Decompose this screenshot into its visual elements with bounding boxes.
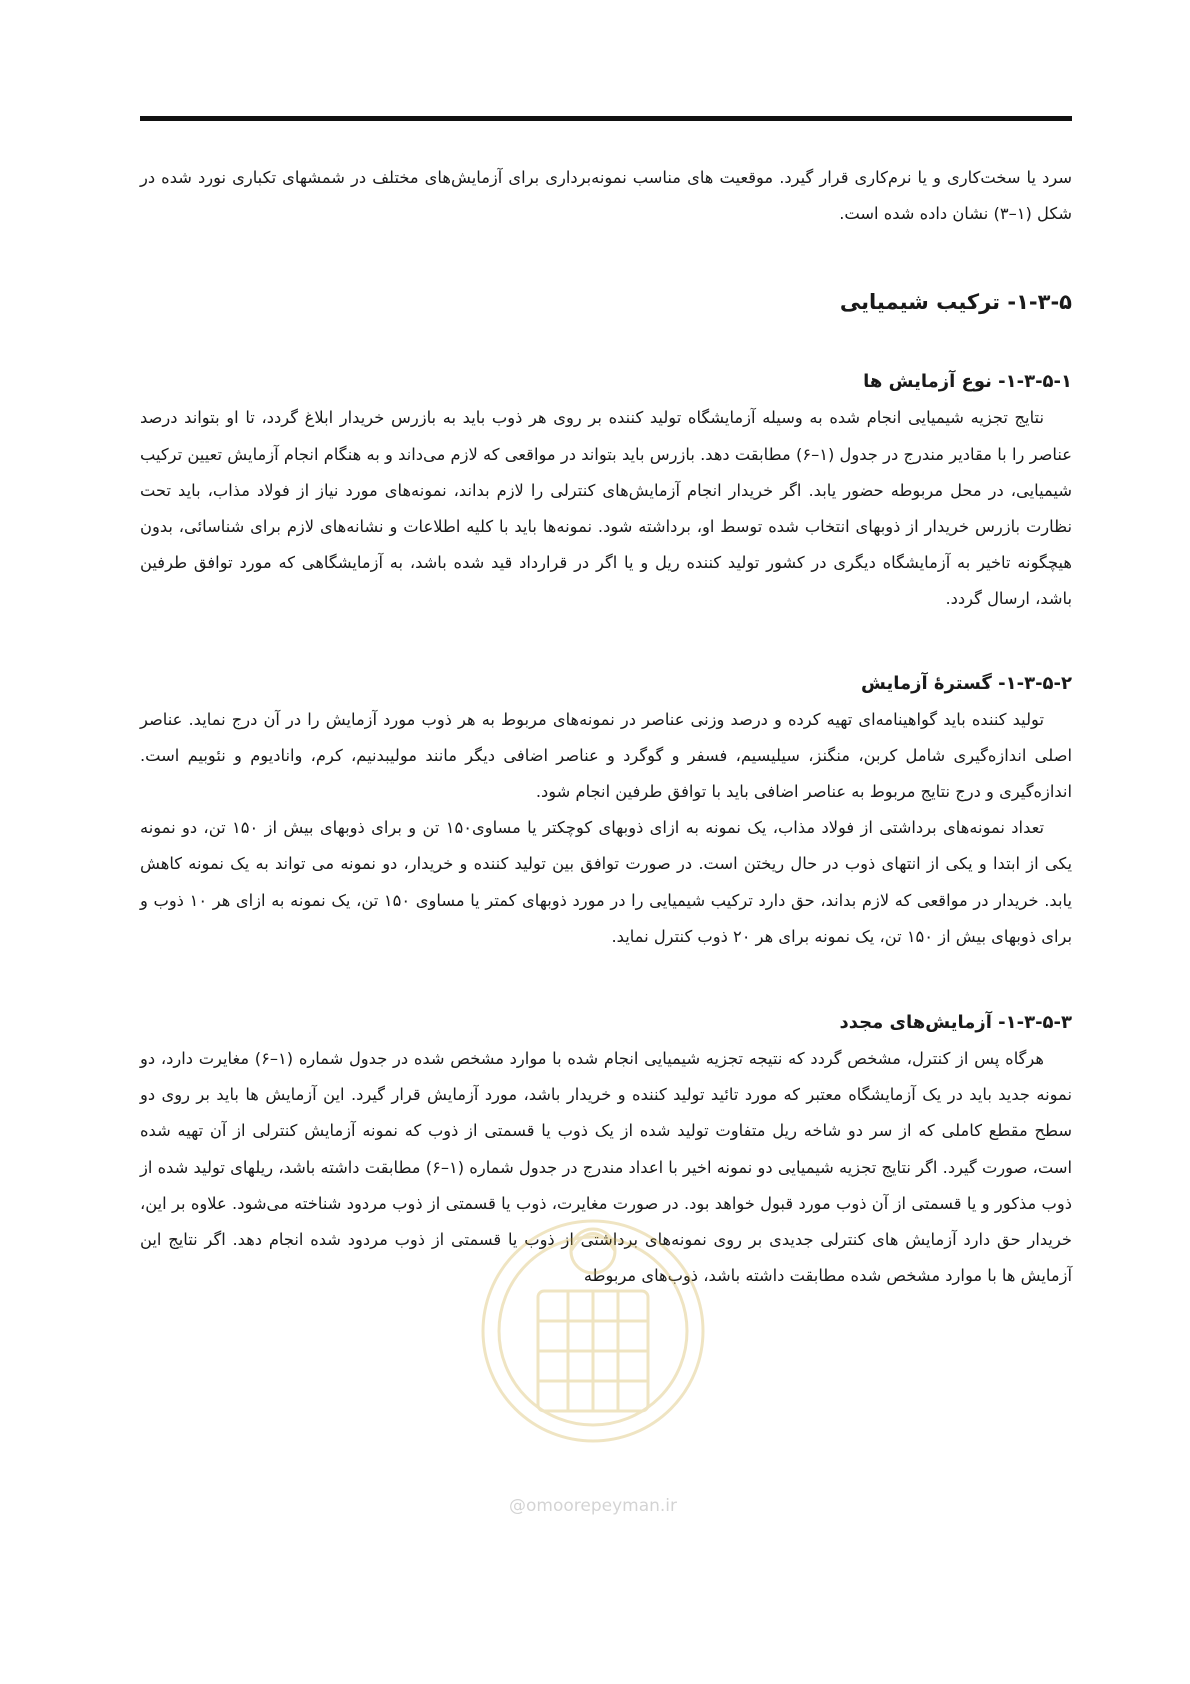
intro-paragraph: سرد یا سخت‌کاری و یا نرم‌کاری قرار گیرد. موقعیت های مناسب نمونه‌برداری برای آزمایش‌های مختلف در شمشهای تکباری نورد شده در شکل (۱–۳) نشان داده شده است. <box>140 168 1072 224</box>
subsection-heading-test-type: ۱-۳-۵-۱- نوع آزمایش ها <box>863 371 1072 393</box>
section-heading-chemical-composition: ۱-۳-۵- ترکیب شیمیایی <box>839 290 1072 315</box>
test-scope-paragraph-1: تولید کننده باید گواهینامه‌ای تهیه کرده و درصد وزنی عناصر در نمونه‌های مربوط به هر ذوب مورد آزمایش را در آن درج نماید. عناصر اصلی اندازه‌گیری شامل کربن، منگنز، سیلیسیم، فسفر و گوگرد و عناصر اضافی دیگر مانند مولیبدنیم، کرم، وانادیوم و نئوبیم است. اندازه‌گیری و درج نتایج مربوط به عناصر اضافی باید با توافق طرفین انجام شود. <box>140 709 1072 802</box>
subsection-heading-test-scope: ۱-۳-۵-۲- گسترهٔ آزمایش <box>861 672 1072 694</box>
watermark-url: @omoorepeyman.ir <box>508 1496 678 1516</box>
header-rule <box>140 116 1072 121</box>
retests-paragraph: هرگاه پس از کنترل، مشخص گردد که نتیجه تجزیه شیمیایی انجام شده با موارد مشخص شده در جدول شماره (۱–۶) مغایرت دارد، دو نمونه جدید باید در یک آزمایشگاه معتبر که مورد تائید تولید کننده و خریدار باشد، مورد آزمایش قرار گیرد. این آزمایش ها باید بر روی دو سطح مقطع کاملی که از سر دو شاخه ریل متفاوت تولید شده از یک ذوب یا قسمتی از ذوب که نمونه آزمایش کنترلی از آن تهیه شده است، صورت گیرد. اگر نتایج تجزیه شیمیایی دو نمونه اخیر با اعداد مندرج در جدول شماره (۱–۶) مطابقت داشته باشد، ریلهای تولید شده از ذوب مذکور و یا قسمتی از آن ذوب مورد قبول خواهد بود. در صورت مغایرت، ذوب یا قسمتی از ذوب مردود شناخته می‌شود. علاوه بر این، خریدار حق دارد آزمایش های کنترلی جدیدی بر روی نمونه‌های برداشتی از ذوب یا قسمتی از ذوب مردود شده انجام دهد. اگر نتایج این آزمایش ها با موارد مشخص شده مطابقت داشته باشد، ذوب‌های مربوطه <box>140 1049 1072 1286</box>
document-body <box>140 160 1072 1294</box>
test-type-paragraph: نتایج تجزیه شیمیایی انجام شده به وسیله آزمایشگاه تولید کننده بر روی هر ذوب باید به بازرس خریدار ابلاغ گردد، تا او بتواند درصد عناصر را با مقادیر مندرج در جدول (۱–۶) مطابقت دهد. بازرس باید بتواند در مواقعی که لازم می‌داند و به هنگام انجام آزمایش تعیین ترکیب شیمیایی، در محل مربوطه حضور یابد. اگر خریدار انجام آزمایش‌های کنترلی را لازم بداند، نمونه‌های مورد نیاز از فولاد مذاب، باید تحت نظارت بازرس خریدار از ذوبهای انتخاب شده توسط او، برداشته شود. نمونه‌ها باید با کلیه اطلاعات و نشانه‌های لازم برای شناسائی، بدون هیچگونه تاخیر به آزمایشگاه دیگری در کشور تولید کننده ریل و یا اگر در قرارداد قید شده باشد، به آزمایشگاهی که مورد توافق طرفین باشد، ارسال گردد. <box>140 408 1072 609</box>
test-scope-paragraph-2: تعداد نمونه‌های برداشتی از فولاد مذاب، یک نمونه به ازای ذوبهای کوچکتر یا مساوی۱۵۰ تن و برای ذوبهای بیش از ۱۵۰ تن، دو نمونه یکی از ابتدا و یکی از انتهای ذوب در حال ریختن است. در صورت توافق بین تولید کننده و خریدار، دو نمونه می تواند به یک نمونه کاهش یابد. خریدار در مواقعی که لازم بداند، حق دارد ترکیب شیمیایی را در مورد ذوبهای کمتر یا مساوی ۱۵۰ تن، یک نمونه به ازای هر ۱۰ ذوب و برای ذوبهای بیش از ۱۵۰ تن، یک نمونه برای هر ۲۰ ذوب کنترل نماید. <box>140 818 1072 946</box>
subsection-heading-retests: ۱-۳-۵-۳- آزمایش‌های مجدد <box>839 1012 1072 1034</box>
